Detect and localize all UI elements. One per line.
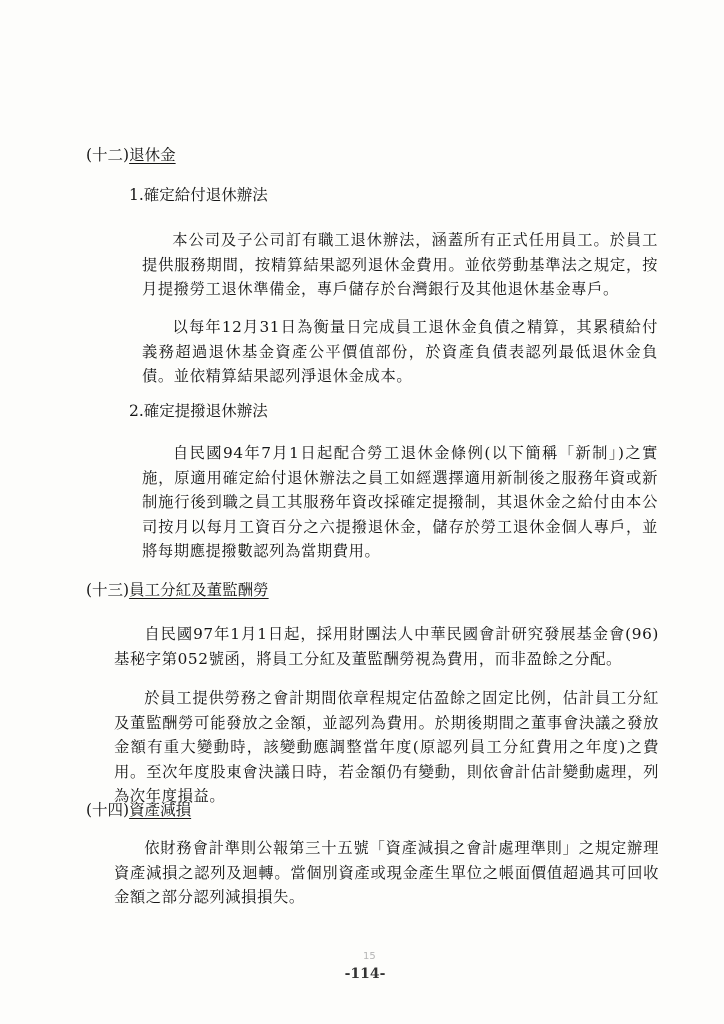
section-13-number: (十三) (86, 581, 130, 599)
section-12-heading (86, 145, 176, 165)
sub-page-number: 15 (363, 951, 376, 962)
section-13-paragraph-1: 自民國97年1月1日起，採用財團法人中華民國會計研究發展基金會(96)基秘字第052號函，將員工分紅及董監酬勞視為費用，而非盈餘之分配。 (114, 625, 659, 668)
section-13-heading (86, 580, 269, 600)
section-12-sub1-paragraph-2: 以每年12月31日為衡量日完成員工退休金負債之精算，其累積給付義務超過退休基金資產公平價值部份，於資產負債表認列最低退休金負債。並依精算結果認列淨退休金成本。 (142, 318, 658, 385)
section-14-number: (十四) (86, 801, 130, 819)
section-12-title: 退休金 (129, 146, 176, 164)
section-12-sub1-label: 1.確定給付退休辦法 (129, 186, 268, 204)
section-13-paragraph-2: 於員工提供勞務之會計期間依章程規定估盈餘之固定比例，估計員工分紅及董監酬勞可能發放之金額，並認列為費用。於期後期間之董事會決議之發放金額有重大變動時，該變動應調整當年度(原認列員工分紅費用之年度)之費用。至次年度股東會決議日時，若金額仍有變動，則依會計估計變動處理，列為次年度損益。 (114, 689, 659, 805)
section-13-title: 員工分紅及董監酬勞 (129, 581, 269, 599)
section-14-paragraph-1: 依財務會計準則公報第三十五號「資產減損之會計處理準則」之規定辦理資產減損之認列及迴轉。當個別資產或現金產生單位之帳面價值超過其可回收金額之部分認列減損損失。 (114, 839, 659, 906)
section-12-sub1-paragraph-1: 本公司及子公司訂有職工退休辦法，涵蓋所有正式任用員工。於員工提供服務期間，按精算結果認列退休金費用。並依勞動基準法之規定，按月提撥勞工退休準備金，專戶儲存於台灣銀行及其他退休基金專戶。 (142, 231, 658, 298)
section-12-sub2-paragraph-1: 自民國94年7月1日起配合勞工退休金條例(以下簡稱「新制」)之實施，原適用確定給付退休辦法之員工如經選擇適用新制後之服務年資或新制施行後到職之員工其服務年資改採確定提撥制，其退休金之給付由本公司按月以每月工資百分之六提撥退休金，儲存於勞工退休金個人專戶，並將每期應提撥數認列為當期費用。 (142, 444, 658, 560)
section-12-number: (十二) (86, 146, 130, 164)
page-number: -114- (344, 966, 386, 982)
section-14-heading (86, 800, 191, 820)
section-14-title: 資產減損 (129, 801, 192, 819)
section-12-sub2-label: 2.確定提撥退休辦法 (129, 402, 268, 420)
